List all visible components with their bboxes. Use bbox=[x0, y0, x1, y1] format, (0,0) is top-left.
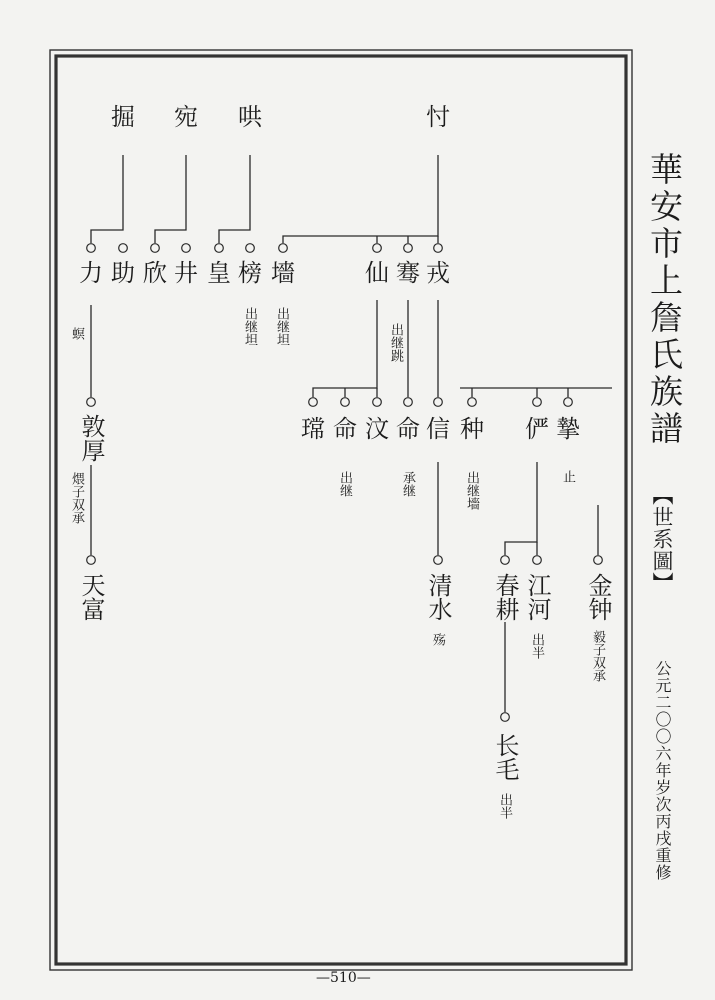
note-zhi: 止 bbox=[560, 470, 575, 483]
node-chungeng bbox=[501, 556, 510, 565]
node-wen bbox=[373, 398, 382, 407]
member-huang: 皇 bbox=[207, 259, 231, 287]
node-huang bbox=[215, 244, 224, 253]
member-zhu: 助 bbox=[111, 259, 135, 287]
node-tianfu bbox=[87, 556, 96, 565]
note-zhong: 出继墻 bbox=[464, 471, 479, 510]
note-ming1: 出继 bbox=[337, 471, 352, 497]
member-yan: 俨 bbox=[525, 415, 549, 443]
note-li: 螟 bbox=[69, 327, 84, 340]
member-jianghe: 江河 bbox=[523, 573, 551, 621]
member-rong: 戎 bbox=[426, 259, 450, 287]
member-tianfu: 天富 bbox=[77, 573, 105, 621]
node-ming2 bbox=[404, 398, 413, 407]
member-xin: 欣 bbox=[143, 259, 167, 287]
member-jian: 骞 bbox=[396, 259, 420, 287]
node-rong bbox=[434, 244, 443, 253]
node-xin bbox=[151, 244, 160, 253]
node-zhong bbox=[468, 398, 477, 407]
node-jian bbox=[404, 244, 413, 253]
outer-border bbox=[50, 50, 632, 970]
ancestor-hong: 哄 bbox=[238, 103, 262, 131]
node-jianghe bbox=[533, 556, 542, 565]
member-wen: 汶 bbox=[365, 415, 389, 443]
member-li: 力 bbox=[79, 259, 103, 287]
ancestor-jue: 掘 bbox=[111, 103, 135, 131]
node-zhu bbox=[119, 244, 128, 253]
member-chungeng: 春耕 bbox=[491, 573, 519, 621]
node-jinzhong bbox=[594, 556, 603, 565]
node-qiu bbox=[309, 398, 318, 407]
note-bang: 出继坦 bbox=[242, 307, 257, 346]
node-yan bbox=[533, 398, 542, 407]
section-label: 【世系圖】 bbox=[650, 484, 674, 594]
member-ming2: 命 bbox=[396, 415, 420, 443]
member-changmao: 长毛 bbox=[491, 733, 519, 781]
node-xian bbox=[373, 244, 382, 253]
book-title: 華安市上詹氏族譜 bbox=[645, 152, 684, 448]
note-ming2: 承继 bbox=[400, 471, 415, 497]
node-zhi bbox=[564, 398, 573, 407]
ancestor-cun: 忖 bbox=[426, 103, 450, 131]
member-qiu: 瑺 bbox=[301, 415, 325, 443]
ancestor-yuan: 宛 bbox=[174, 103, 198, 131]
node-ming1 bbox=[341, 398, 350, 407]
node-xin3 bbox=[434, 398, 443, 407]
member-jinzhong: 金钟 bbox=[584, 573, 612, 621]
note-changmao: 出半 bbox=[497, 793, 512, 819]
member-zhi: 摯 bbox=[556, 415, 580, 443]
note-qiang: 出继坦 bbox=[274, 307, 289, 346]
node-changmao bbox=[501, 713, 510, 722]
node-bang bbox=[246, 244, 255, 253]
note-jian: 出继跳 bbox=[388, 323, 403, 362]
member-zhong: 种 bbox=[460, 415, 484, 443]
member-xin3: 信 bbox=[426, 415, 450, 443]
member-qingshui: 清水 bbox=[424, 573, 452, 621]
node-li bbox=[87, 244, 96, 253]
member-ming1: 命 bbox=[333, 415, 357, 443]
node-qiang bbox=[279, 244, 288, 253]
member-dunhou: 敦厚 bbox=[77, 414, 105, 462]
inner-border bbox=[56, 56, 626, 964]
revision-note: 公元二〇〇六年岁次丙戌重修 bbox=[653, 660, 672, 881]
note-jinzhong: 毅子双承 bbox=[590, 630, 605, 682]
member-jing: 井 bbox=[174, 259, 198, 287]
node-qingshui bbox=[434, 556, 443, 565]
node-jing bbox=[182, 244, 191, 253]
note-qingshui: 殇 bbox=[430, 633, 445, 646]
note-jianghe: 出半 bbox=[529, 633, 544, 659]
page-number: —510— bbox=[316, 970, 371, 986]
node-dunhou bbox=[87, 398, 96, 407]
member-bang: 榜 bbox=[238, 259, 262, 287]
note-dunhou: 煨子双承 bbox=[69, 472, 84, 524]
page-frame bbox=[50, 50, 632, 970]
member-qiang: 墻 bbox=[271, 259, 295, 287]
member-xian: 仙 bbox=[365, 259, 389, 287]
